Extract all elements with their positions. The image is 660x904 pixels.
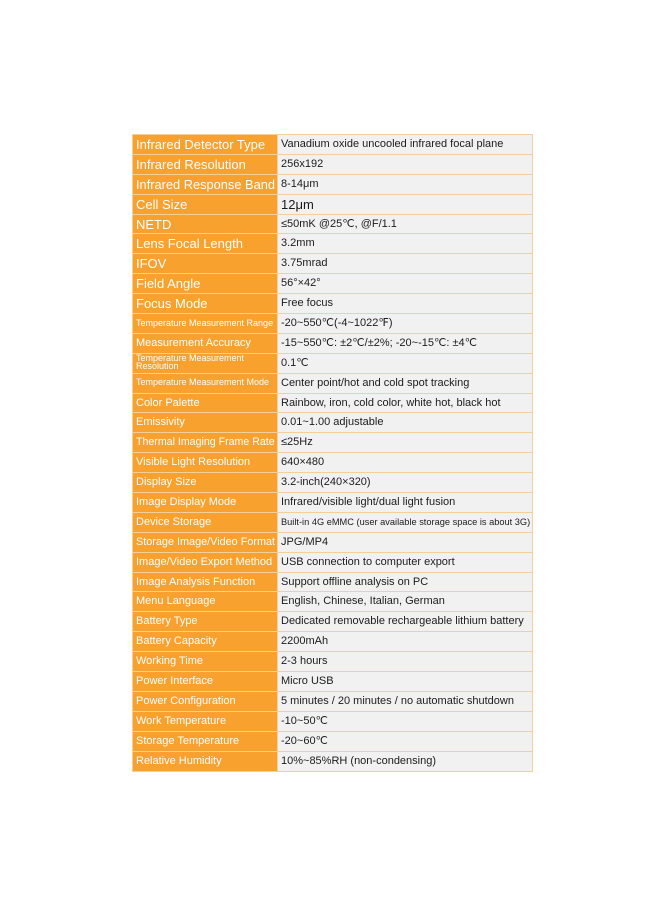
spec-value: 2-3 hours bbox=[278, 652, 533, 672]
spec-value: -20~550℃(-4~1022℉) bbox=[278, 314, 533, 334]
spec-row-temperature-measurement-resolution bbox=[133, 353, 533, 373]
spec-row-netd bbox=[133, 214, 533, 234]
spec-value: 3.2-inch(240×320) bbox=[278, 473, 533, 493]
spec-label: Cell Size bbox=[133, 194, 278, 214]
spec-label: Measurement Accuracy bbox=[133, 333, 278, 353]
spec-label: Relative Humidity bbox=[133, 751, 278, 771]
spec-value: 3.75mrad bbox=[278, 254, 533, 274]
spec-value: ≤50mK @25℃, @F/1.1 bbox=[278, 214, 533, 234]
spec-row-storage-temperature bbox=[133, 731, 533, 751]
spec-row-cell-size bbox=[133, 194, 533, 214]
spec-label: Focus Mode bbox=[133, 294, 278, 314]
spec-row-storage-image-video-format bbox=[133, 532, 533, 552]
spec-row-relative-humidity bbox=[133, 751, 533, 771]
spec-row-infrared-response-band bbox=[133, 174, 533, 194]
spec-label: Thermal Imaging Frame Rate bbox=[133, 433, 278, 453]
spec-label: Storage Temperature bbox=[133, 731, 278, 751]
spec-row-temperature-measurement-range bbox=[133, 314, 533, 334]
spec-label: Work Temperature bbox=[133, 711, 278, 731]
spec-label: Infrared Response Band bbox=[133, 174, 278, 194]
spec-label: Battery Type bbox=[133, 612, 278, 632]
spec-label: Working Time bbox=[133, 652, 278, 672]
spec-row-emissivity bbox=[133, 413, 533, 433]
spec-label: Visible Light Resolution bbox=[133, 453, 278, 473]
spec-label: Temperature Measurement Mode bbox=[133, 373, 278, 393]
spec-label: Power Interface bbox=[133, 672, 278, 692]
spec-value: -20~60℃ bbox=[278, 731, 533, 751]
spec-value: Rainbow, iron, cold color, white hot, black hot bbox=[278, 393, 533, 413]
spec-row-working-time bbox=[133, 652, 533, 672]
spec-value: 12μm bbox=[278, 194, 533, 214]
spec-row-visible-light-resolution bbox=[133, 453, 533, 473]
spec-label: Lens Focal Length bbox=[133, 234, 278, 254]
spec-row-battery-capacity bbox=[133, 632, 533, 652]
spec-label: Temperature Measurement Range bbox=[133, 314, 278, 334]
spec-label: Infrared Detector Type bbox=[133, 135, 278, 155]
spec-value: Micro USB bbox=[278, 672, 533, 692]
spec-label: Menu Language bbox=[133, 592, 278, 612]
spec-row-menu-language bbox=[133, 592, 533, 612]
spec-row-image-video-export-method bbox=[133, 552, 533, 572]
spec-value: -10~50℃ bbox=[278, 711, 533, 731]
spec-value: 10%~85%RH (non-condensing) bbox=[278, 751, 533, 771]
spec-value: 5 minutes / 20 minutes / no automatic shutdown bbox=[278, 691, 533, 711]
spec-value: Dedicated removable rechargeable lithium battery bbox=[278, 612, 533, 632]
spec-row-color-palette bbox=[133, 393, 533, 413]
spec-label: Infrared Resolution bbox=[133, 154, 278, 174]
spec-row-measurement-accuracy bbox=[133, 333, 533, 353]
spec-row-field-angle bbox=[133, 274, 533, 294]
spec-value: Center point/hot and cold spot tracking bbox=[278, 373, 533, 393]
spec-label: IFOV bbox=[133, 254, 278, 274]
spec-value: Free focus bbox=[278, 294, 533, 314]
spec-row-focus-mode bbox=[133, 294, 533, 314]
spec-label: Power Configuration bbox=[133, 691, 278, 711]
spec-label: Field Angle bbox=[133, 274, 278, 294]
spec-row-power-interface bbox=[133, 672, 533, 692]
spec-row-battery-type bbox=[133, 612, 533, 632]
spec-label: Emissivity bbox=[133, 413, 278, 433]
spec-row-image-analysis-function bbox=[133, 572, 533, 592]
spec-value: JPG/MP4 bbox=[278, 532, 533, 552]
spec-value: 256x192 bbox=[278, 154, 533, 174]
spec-row-infrared-detector-type bbox=[133, 135, 533, 155]
spec-row-infrared-resolution bbox=[133, 154, 533, 174]
specification-table bbox=[132, 134, 533, 772]
spec-label: Image/Video Export Method bbox=[133, 552, 278, 572]
spec-value: 640×480 bbox=[278, 453, 533, 473]
spec-value: Support offline analysis on PC bbox=[278, 572, 533, 592]
spec-label: Image Analysis Function bbox=[133, 572, 278, 592]
spec-row-device-storage bbox=[133, 512, 533, 532]
spec-row-image-display-mode bbox=[133, 493, 533, 513]
spec-label: Device Storage bbox=[133, 512, 278, 532]
spec-row-work-temperature bbox=[133, 711, 533, 731]
spec-row-power-configuration bbox=[133, 691, 533, 711]
spec-row-thermal-imaging-frame-rate bbox=[133, 433, 533, 453]
spec-row-lens-focal-length bbox=[133, 234, 533, 254]
spec-label: Temperature Measurement Resolution bbox=[133, 353, 278, 373]
spec-value: Vanadium oxide uncooled infrared focal plane bbox=[278, 135, 533, 155]
spec-value: 0.01~1.00 adjustable bbox=[278, 413, 533, 433]
spec-label: Battery Capacity bbox=[133, 632, 278, 652]
spec-label: Image Display Mode bbox=[133, 493, 278, 513]
spec-row-display-size bbox=[133, 473, 533, 493]
spec-label: Storage Image/Video Format bbox=[133, 532, 278, 552]
spec-value: Built-in 4G eMMC (user available storage space is about 3G) bbox=[278, 512, 533, 532]
spec-value: -15~550℃: ±2℃/±2%; -20~-15℃: ±4℃ bbox=[278, 333, 533, 353]
spec-value: 0.1℃ bbox=[278, 353, 533, 373]
spec-value: 2200mAh bbox=[278, 632, 533, 652]
spec-value: 8-14μm bbox=[278, 174, 533, 194]
spec-value: 56°×42° bbox=[278, 274, 533, 294]
spec-row-temperature-measurement-mode bbox=[133, 373, 533, 393]
spec-label: Display Size bbox=[133, 473, 278, 493]
spec-label: Color Palette bbox=[133, 393, 278, 413]
spec-row-ifov bbox=[133, 254, 533, 274]
spec-value: 3.2mm bbox=[278, 234, 533, 254]
spec-value: ≤25Hz bbox=[278, 433, 533, 453]
spec-value: USB connection to computer export bbox=[278, 552, 533, 572]
spec-value: English, Chinese, Italian, German bbox=[278, 592, 533, 612]
spec-label: NETD bbox=[133, 214, 278, 234]
spec-value: Infrared/visible light/dual light fusion bbox=[278, 493, 533, 513]
